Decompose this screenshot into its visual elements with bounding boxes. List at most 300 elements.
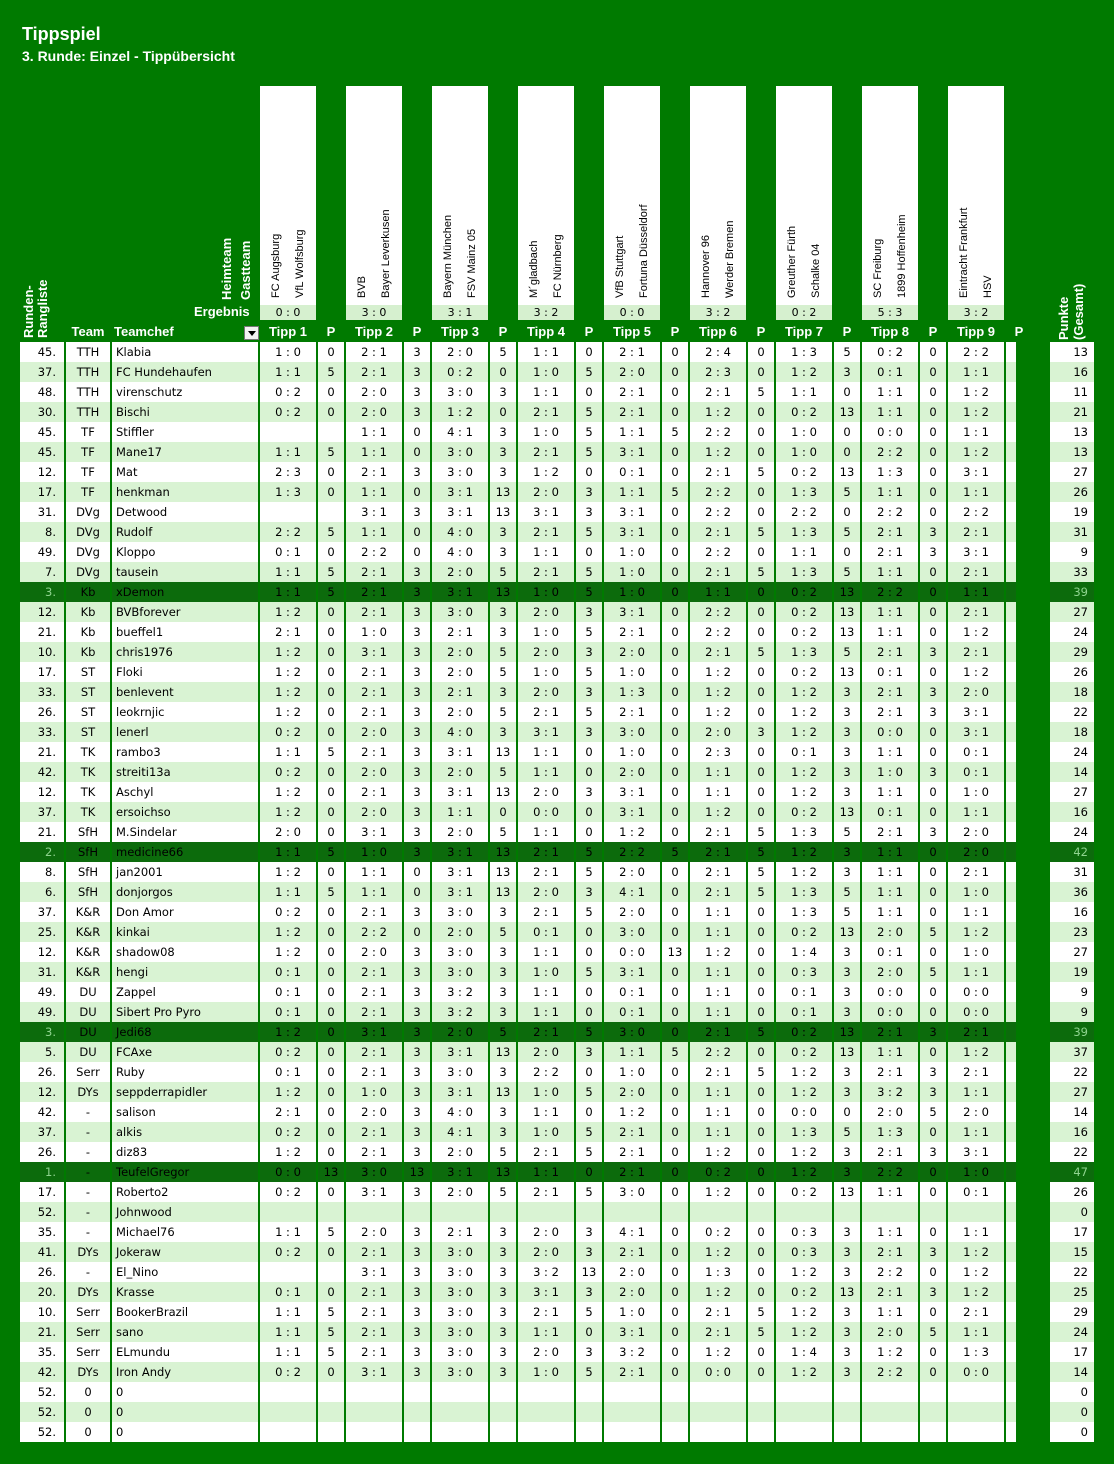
tipp-cell: 2 : 2 xyxy=(877,445,903,459)
points-cell: 0 xyxy=(327,1145,335,1159)
tipp-cell xyxy=(948,1422,1004,1442)
column-divider xyxy=(316,342,318,1442)
teamchef-cell: FC Hundehaufen xyxy=(116,365,212,379)
tipp-cell: 2 : 1 xyxy=(533,1185,559,1199)
tipp-cell: 2 : 0 xyxy=(533,485,559,499)
points-cell: 0 xyxy=(757,405,765,419)
tipp-cell: 2 : 1 xyxy=(361,605,387,619)
points-cell xyxy=(318,422,344,442)
total-points-cell: 23 xyxy=(1073,925,1088,939)
rank-cell: 52. xyxy=(37,1405,56,1419)
tipp-cell: 1 : 2 xyxy=(705,705,731,719)
points-header-9: P xyxy=(1014,324,1024,339)
tipp-cell: 2 : 0 xyxy=(447,825,473,839)
tipp-cell: 1 : 2 xyxy=(619,1105,645,1119)
points-cell: 0 xyxy=(757,345,765,359)
total-points-cell: 0 xyxy=(1080,1405,1088,1419)
tipp-cell: 2 : 1 xyxy=(963,1065,989,1079)
tipp-cell: 2 : 1 xyxy=(705,885,731,899)
tipp-cell: 1 : 0 xyxy=(963,1165,989,1179)
points-cell: 0 xyxy=(499,405,507,419)
teamchef-cell: henkman xyxy=(116,485,170,499)
tipp-cell: 3 : 1 xyxy=(619,525,645,539)
tipp-cell: 2 : 2 xyxy=(705,1045,731,1059)
total-points-cell: 39 xyxy=(1073,585,1088,599)
column-divider xyxy=(430,342,432,1442)
tipp-cell: 3 : 1 xyxy=(619,605,645,619)
tipp-cell: 2 : 1 xyxy=(619,1245,645,1259)
points-cell: 0 xyxy=(929,385,937,399)
points-cell: 5 xyxy=(843,485,851,499)
points-cell: 0 xyxy=(327,1005,335,1019)
points-cell: 3 xyxy=(499,1245,507,1259)
tipp-cell: 1 : 2 xyxy=(705,805,731,819)
rank-cell: 49. xyxy=(37,545,56,559)
rank-cell: 12. xyxy=(37,945,56,959)
tipp-cell: 2 : 2 xyxy=(877,585,903,599)
rank-cell: 26. xyxy=(37,705,56,719)
tipp-cell: 1 : 1 xyxy=(877,885,903,899)
teamchef-cell: BookerBrazil xyxy=(116,1305,189,1319)
points-cell: 13 xyxy=(839,925,855,939)
tipp-cell: 3 : 0 xyxy=(447,1365,473,1379)
points-cell: 3 xyxy=(843,985,851,999)
points-cell: 0 xyxy=(671,665,679,679)
points-cell xyxy=(662,1202,688,1222)
tipp-cell: 2 : 2 xyxy=(791,505,817,519)
rank-cell: 30. xyxy=(37,405,56,419)
tipp-cell: 2 : 3 xyxy=(275,465,301,479)
points-cell: 13 xyxy=(839,1185,855,1199)
team-cell: Serr xyxy=(76,1345,100,1359)
points-cell: 0 xyxy=(757,1225,765,1239)
total-points-cell: 9 xyxy=(1080,545,1088,559)
points-cell: 0 xyxy=(585,545,593,559)
points-cell xyxy=(834,1382,860,1402)
tipp-cell: 2 : 1 xyxy=(533,525,559,539)
team-cell: Kb xyxy=(80,585,96,599)
tipp-header-8: Tipp 8 xyxy=(870,324,910,339)
points-cell: 3 xyxy=(585,605,593,619)
teamchef-cell: Floki xyxy=(116,665,143,679)
rank-cell: 37. xyxy=(37,365,56,379)
tipp-cell: 0 : 1 xyxy=(877,665,903,679)
points-cell: 0 xyxy=(671,1345,679,1359)
points-cell xyxy=(748,1402,774,1422)
tipp-cell: 3 : 0 xyxy=(619,1185,645,1199)
points-cell: 13 xyxy=(839,625,855,639)
points-cell: 0 xyxy=(757,485,765,499)
points-cell: 0 xyxy=(671,1005,679,1019)
tipp-cell: 2 : 1 xyxy=(619,705,645,719)
points-cell: 3 xyxy=(929,645,937,659)
team-cell: DU xyxy=(79,1005,97,1019)
total-points-cell: 15 xyxy=(1073,1245,1088,1259)
points-cell: 0 xyxy=(843,425,851,439)
tipp-cell: 1 : 3 xyxy=(275,485,301,499)
points-cell: 0 xyxy=(671,505,679,519)
points-cell: 13 xyxy=(495,865,511,879)
tipp-cell: 1 : 1 xyxy=(361,525,387,539)
tipp-cell: 2 : 1 xyxy=(877,525,903,539)
points-cell: 0 xyxy=(929,1305,937,1319)
tipp-cell: 2 : 2 xyxy=(963,505,989,519)
column-divider xyxy=(574,342,576,1442)
points-cell: 0 xyxy=(757,1045,765,1059)
rank-cell: 52. xyxy=(37,1425,56,1439)
team-cell: DVg xyxy=(76,565,100,579)
tipp-cell: 0 : 2 xyxy=(791,805,817,819)
points-cell: 0 xyxy=(929,585,937,599)
tipp-cell: 1 : 0 xyxy=(533,625,559,639)
team-cell: 0 xyxy=(84,1405,92,1419)
tipp-cell: 0 : 2 xyxy=(791,1045,817,1059)
points-cell: 0 xyxy=(585,345,593,359)
rank-cell: 42. xyxy=(37,765,56,779)
team-cell: DU xyxy=(79,985,97,999)
tipp-cell: 1 : 0 xyxy=(619,745,645,759)
points-cell: 0 xyxy=(757,365,765,379)
tipp-cell: 2 : 0 xyxy=(447,645,473,659)
tipp-cell: 2 : 0 xyxy=(447,345,473,359)
points-cell: 13 xyxy=(495,845,511,859)
column-divider xyxy=(1004,342,1006,1442)
tipp-cell: 2 : 1 xyxy=(533,565,559,579)
teamchef-cell: Aschyl xyxy=(116,785,154,799)
team-cell: TK xyxy=(80,785,96,799)
points-cell: 5 xyxy=(585,905,593,919)
tipp-cell xyxy=(776,1382,832,1402)
tipp-cell: 1 : 3 xyxy=(791,345,817,359)
points-cell: 0 xyxy=(929,405,937,419)
tipp-cell: 2 : 2 xyxy=(877,505,903,519)
team-cell: 0 xyxy=(84,1385,92,1399)
points-cell xyxy=(576,1202,602,1222)
points-cell: 0 xyxy=(327,1365,335,1379)
points-cell: 0 xyxy=(671,1225,679,1239)
tipp-cell: 3 : 1 xyxy=(447,865,473,879)
points-cell: 5 xyxy=(499,825,507,839)
points-cell: 0 xyxy=(327,645,335,659)
points-cell: 0 xyxy=(757,905,765,919)
points-cell: 5 xyxy=(585,405,593,419)
tipp-cell: 1 : 1 xyxy=(705,1085,731,1099)
team-cell: SfH xyxy=(78,885,98,899)
points-cell: 0 xyxy=(413,425,421,439)
tipp-cell: 2 : 1 xyxy=(705,845,731,859)
tipp-cell: 0 : 2 xyxy=(275,905,301,919)
tipp-header-5: Tipp 5 xyxy=(612,324,652,339)
tipp-cell xyxy=(690,1202,746,1222)
tipp-cell: 1 : 1 xyxy=(533,825,559,839)
tipp-cell xyxy=(948,1382,1004,1402)
points-cell: 0 xyxy=(843,445,851,459)
team-cell: K&R xyxy=(75,965,101,979)
rank-cell: 42. xyxy=(37,1365,56,1379)
tipp-cell: 1 : 0 xyxy=(619,1305,645,1319)
team-cell: SfH xyxy=(78,845,98,859)
points-cell: 0 xyxy=(327,1105,335,1119)
points-cell: 5 xyxy=(757,1025,765,1039)
tipp-cell: 3 : 0 xyxy=(447,965,473,979)
points-cell: 3 xyxy=(413,1265,421,1279)
points-cell: 0 xyxy=(757,445,765,459)
tipp-cell: 1 : 2 xyxy=(963,925,989,939)
points-cell: 0 xyxy=(413,485,421,499)
teamchef-cell: seppderrapidler xyxy=(116,1085,208,1099)
points-cell xyxy=(318,1402,344,1422)
rank-cell: 21. xyxy=(37,825,56,839)
points-header-2: P xyxy=(412,324,422,339)
tipp-cell: 2 : 1 xyxy=(877,1145,903,1159)
tipp-cell: 2 : 0 xyxy=(619,365,645,379)
points-cell: 3 xyxy=(413,1065,421,1079)
points-cell: 3 xyxy=(843,1165,851,1179)
tipp-cell: 2 : 1 xyxy=(533,1025,559,1039)
rank-cell: 45. xyxy=(37,445,56,459)
tipp-cell: 3 : 1 xyxy=(619,505,645,519)
tipp-cell: 1 : 1 xyxy=(361,885,387,899)
total-points-cell: 29 xyxy=(1073,1305,1088,1319)
team-cell: Serr xyxy=(76,1325,100,1339)
points-cell: 3 xyxy=(585,1285,593,1299)
tipp-cell: 1 : 2 xyxy=(619,825,645,839)
tipp-cell: 2 : 1 xyxy=(705,1325,731,1339)
points-cell: 0 xyxy=(413,445,421,459)
teamchef-cell: 0 xyxy=(116,1425,124,1439)
team-cell: DVg xyxy=(76,525,100,539)
tipp-cell: 1 : 0 xyxy=(533,585,559,599)
tipp-cell: 0 : 0 xyxy=(877,725,903,739)
column-divider xyxy=(402,342,404,1442)
away-team-1: VfL Wolfsburg xyxy=(294,229,306,298)
tipp-cell: 3 : 1 xyxy=(619,1325,645,1339)
ergebnis-header: Ergebnis xyxy=(194,304,250,319)
tipp-cell: 1 : 1 xyxy=(877,565,903,579)
points-cell xyxy=(404,1402,430,1422)
tipp-cell: 2 : 0 xyxy=(619,1085,645,1099)
points-cell: 13 xyxy=(495,885,511,899)
total-points-cell: 0 xyxy=(1080,1425,1088,1439)
points-cell: 0 xyxy=(929,1185,937,1199)
points-cell: 5 xyxy=(499,1025,507,1039)
tipp-cell: 1 : 1 xyxy=(963,965,989,979)
tipp-cell: 1 : 1 xyxy=(533,945,559,959)
points-cell: 0 xyxy=(671,805,679,819)
points-cell: 3 xyxy=(413,705,421,719)
points-cell: 3 xyxy=(413,1305,421,1319)
points-cell: 3 xyxy=(499,1125,507,1139)
points-cell: 0 xyxy=(757,685,765,699)
tipp-cell xyxy=(260,1262,316,1282)
match-result-5: 0 : 0 xyxy=(604,305,660,320)
tipp-cell: 2 : 1 xyxy=(447,685,473,699)
tipp-cell: 1 : 4 xyxy=(791,945,817,959)
tipp-cell: 1 : 1 xyxy=(705,1125,731,1139)
teamchef-cell: streiti13a xyxy=(116,765,171,779)
tipp-cell: 2 : 0 xyxy=(619,1285,645,1299)
tipp-cell xyxy=(776,1422,832,1442)
tipp-cell: 1 : 2 xyxy=(791,865,817,879)
tipp-cell: 2 : 2 xyxy=(705,605,731,619)
tipp-cell: 1 : 1 xyxy=(533,385,559,399)
tipp-cell: 1 : 2 xyxy=(275,705,301,719)
team-cell: ST xyxy=(80,685,96,699)
points-cell: 3 xyxy=(843,1325,851,1339)
rank-cell: 7. xyxy=(45,565,56,579)
teamchef-header: Teamchef xyxy=(114,324,174,339)
points-cell: 13 xyxy=(839,405,855,419)
points-cell: 0 xyxy=(671,785,679,799)
tipp-cell: 3 : 1 xyxy=(361,645,387,659)
tipp-cell: 1 : 1 xyxy=(877,785,903,799)
points-cell: 0 xyxy=(929,945,937,959)
tipp-cell: 1 : 2 xyxy=(275,945,301,959)
team-cell: DU xyxy=(79,1025,97,1039)
tipp-cell: 2 : 1 xyxy=(877,825,903,839)
tipp-cell: 2 : 1 xyxy=(533,405,559,419)
teamchef-cell: Johnwood xyxy=(116,1205,172,1219)
total-points-cell: 37 xyxy=(1073,1045,1088,1059)
tipp-cell: 2 : 0 xyxy=(963,825,989,839)
points-cell: 3 xyxy=(413,685,421,699)
points-cell: 5 xyxy=(585,585,593,599)
tipp-cell: 3 : 2 xyxy=(533,1265,559,1279)
tipp-cell: 1 : 2 xyxy=(963,1245,989,1259)
rank-cell: 2. xyxy=(45,845,56,859)
tipp-cell xyxy=(690,1382,746,1402)
tipp-cell: 3 : 2 xyxy=(877,1085,903,1099)
tipp-cell: 2 : 1 xyxy=(705,1025,731,1039)
points-cell: 3 xyxy=(929,765,937,779)
tipp-cell: 0 : 2 xyxy=(275,1045,301,1059)
tipp-cell: 2 : 1 xyxy=(877,705,903,719)
points-cell: 5 xyxy=(585,525,593,539)
points-cell: 3 xyxy=(929,705,937,719)
tipp-cell: 1 : 1 xyxy=(533,1325,559,1339)
tipp-cell: 1 : 0 xyxy=(533,1365,559,1379)
column-divider xyxy=(64,342,66,1442)
total-points-cell: 19 xyxy=(1073,505,1088,519)
rank-cell: 33. xyxy=(37,725,56,739)
tipp-cell: 1 : 0 xyxy=(533,665,559,679)
points-header-4: P xyxy=(584,324,594,339)
column-divider xyxy=(516,342,518,1442)
rank-cell: 21. xyxy=(37,1325,56,1339)
points-cell: 5 xyxy=(843,905,851,919)
points-cell: 3 xyxy=(843,1005,851,1019)
tipp-cell: 2 : 1 xyxy=(877,545,903,559)
points-cell: 0 xyxy=(671,885,679,899)
points-cell: 0 xyxy=(757,1345,765,1359)
tipp-cell: 2 : 1 xyxy=(447,625,473,639)
tipp-cell: 1 : 1 xyxy=(877,845,903,859)
team-cell: K&R xyxy=(75,905,101,919)
teamchef-cell: donjorgos xyxy=(116,885,173,899)
tipp-cell: 2 : 1 xyxy=(361,1285,387,1299)
total-points-cell: 27 xyxy=(1073,465,1088,479)
points-cell: 0 xyxy=(585,1325,593,1339)
points-cell: 3 xyxy=(585,485,593,499)
match-result-6: 3 : 2 xyxy=(690,305,746,320)
team-cell: - xyxy=(85,1145,91,1159)
points-cell: 3 xyxy=(413,465,421,479)
teamchef-cell: Stiffler xyxy=(116,425,154,439)
points-cell xyxy=(404,1202,430,1222)
teamchef-cell: M.Sindelar xyxy=(116,825,177,839)
points-cell: 0 xyxy=(929,725,937,739)
tipp-cell: 3 : 1 xyxy=(619,445,645,459)
tipp-cell: 0 : 2 xyxy=(791,1185,817,1199)
points-cell: 0 xyxy=(929,745,937,759)
tipp-cell: 2 : 0 xyxy=(619,765,645,779)
total-points-cell: 27 xyxy=(1073,1085,1088,1099)
rank-cell: 49. xyxy=(37,985,56,999)
points-cell: 0 xyxy=(757,665,765,679)
tipp-cell: 3 : 1 xyxy=(447,1085,473,1099)
team-cell: DVg xyxy=(76,505,100,519)
tipp-cell: 2 : 0 xyxy=(533,685,559,699)
points-cell: 5 xyxy=(843,645,851,659)
tipp-cell: 2 : 0 xyxy=(963,1105,989,1119)
points-cell: 3 xyxy=(499,445,507,459)
total-points-cell: 14 xyxy=(1073,1105,1088,1119)
tipp-cell xyxy=(260,422,316,442)
team-cell: TF xyxy=(81,485,95,499)
points-cell xyxy=(662,1402,688,1422)
points-cell: 5 xyxy=(929,965,937,979)
rank-cell: 26. xyxy=(37,1265,56,1279)
tipp-cell xyxy=(862,1402,918,1422)
tipp-cell: 1 : 2 xyxy=(791,1265,817,1279)
tipp-cell: 1 : 0 xyxy=(361,845,387,859)
points-cell: 0 xyxy=(671,985,679,999)
points-cell: 5 xyxy=(843,1125,851,1139)
tipp-cell: 2 : 0 xyxy=(447,565,473,579)
total-points-cell: 0 xyxy=(1080,1205,1088,1219)
points-cell: 0 xyxy=(929,805,937,819)
tipp-cell: 1 : 2 xyxy=(275,925,301,939)
rank-cell: 49. xyxy=(37,1005,56,1019)
tipp-cell: 1 : 1 xyxy=(705,985,731,999)
tipp-cell: 3 : 0 xyxy=(447,905,473,919)
tipp-cell: 0 : 1 xyxy=(275,1005,301,1019)
home-team-6: Hannover 96 xyxy=(700,235,712,298)
tipp-cell: 3 : 0 xyxy=(447,1325,473,1339)
points-cell: 0 xyxy=(929,865,937,879)
tipp-cell: 0 : 1 xyxy=(619,985,645,999)
tipp-cell: 0 : 2 xyxy=(705,1225,731,1239)
points-cell: 0 xyxy=(757,785,765,799)
teamchef-cell: BVBforever xyxy=(116,605,181,619)
tipp-cell: 2 : 1 xyxy=(361,785,387,799)
tipp-cell: 0 : 1 xyxy=(275,965,301,979)
team-header: Team xyxy=(71,324,105,339)
points-cell: 3 xyxy=(413,665,421,679)
tipp-cell xyxy=(260,1382,316,1402)
rank-cell: 33. xyxy=(37,685,56,699)
tipp-cell: 3 : 1 xyxy=(361,1185,387,1199)
tipp-cell: 0 : 2 xyxy=(447,365,473,379)
teamchef-filter-dropdown[interactable] xyxy=(244,326,259,340)
points-cell: 5 xyxy=(757,1325,765,1339)
team-cell: - xyxy=(85,1165,91,1179)
rank-cell: 48. xyxy=(37,385,56,399)
points-cell: 5 xyxy=(585,565,593,579)
points-cell: 0 xyxy=(671,545,679,559)
teamchef-cell: Jedi68 xyxy=(116,1025,152,1039)
points-cell: 0 xyxy=(671,445,679,459)
